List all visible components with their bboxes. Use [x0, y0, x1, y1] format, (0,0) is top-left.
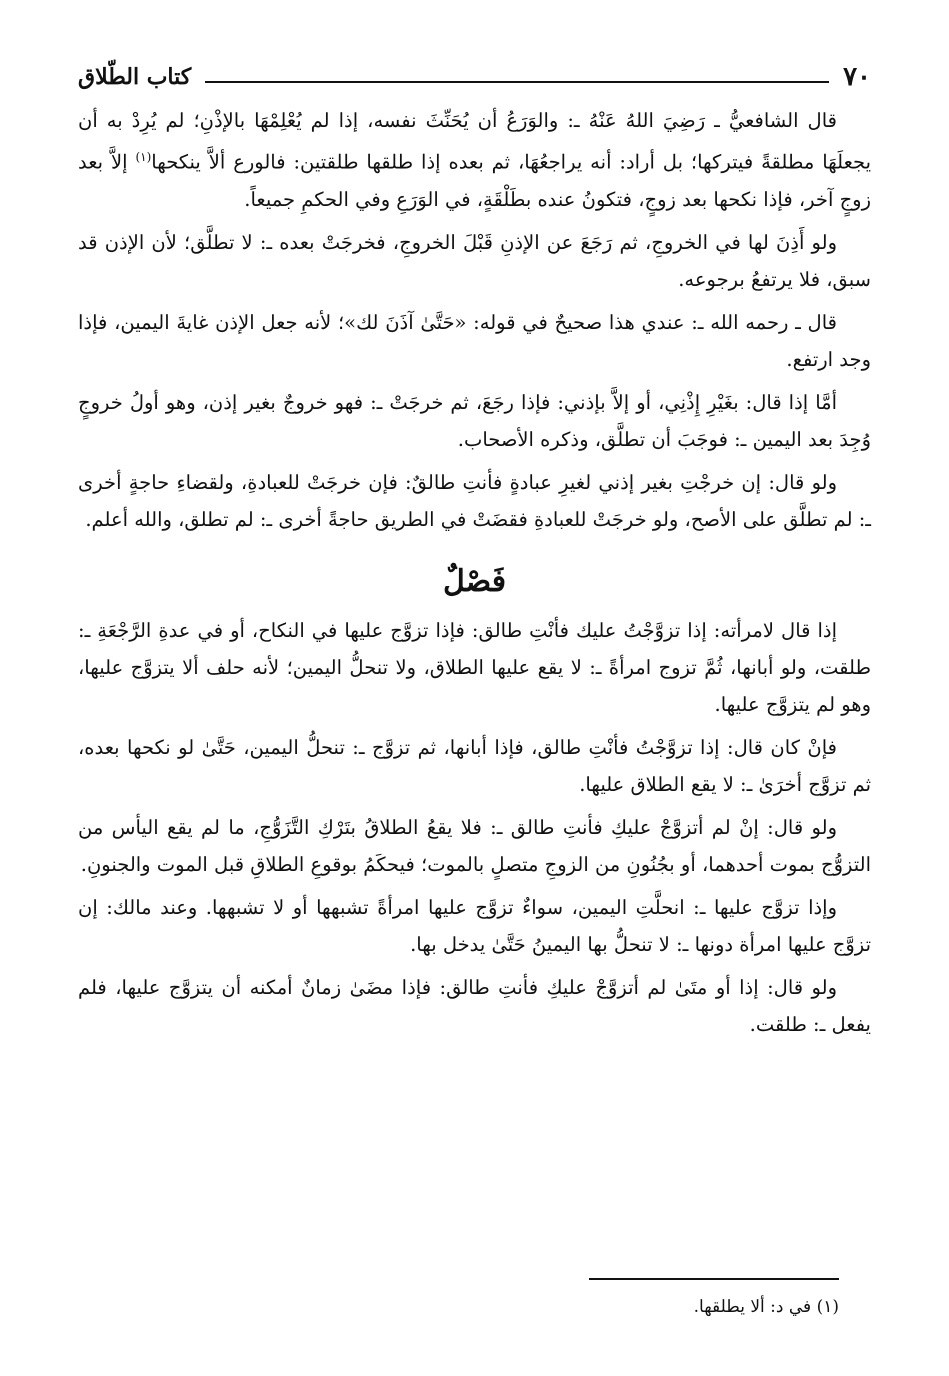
paragraph-9: وإذا تزوَّج عليها ـ: انحلَّتِ اليمين، سواءٌ تزوَّج عليها امرأةً تشبهها أو لا تشبهها. وعند مالك: إن تزوَّج عليها امرأة دونها ـ: لا تنحلُّ بها اليمينُ حَتَّىٰ يدخل بها.: [78, 895, 871, 956]
paragraph-3: قال ـ رحمه الله ـ: عندي هذا صحيحٌ في قوله: «حَتَّىٰ آذَنَ لك»؛ لأنه جعل الإذن غايةَ اليمين، فإذا وجد ارتفع.: [78, 310, 871, 371]
paragraph-6: إذا قال لامرأته: إذا تزوَّجْتُ عليك فأنْتِ طالق: فإذا تزوَّج عليها في النكاح، أو في عدةِ الرَّجْعَةِ ـ: طلقت، ولو أبانها، ثُمَّ تزوج امرأةً ـ: لا يقع عليها الطلاق، ولا تنحلُّ اليمين؛ لأنه حلف ألا يتزوَّج عليها، وهو لم يتزوَّج عليها.: [78, 618, 871, 716]
book-title: كتاب الطّلاق: [78, 64, 192, 90]
header-rule: [205, 81, 829, 83]
paragraph-1-head: قال الشافعيُّ ـ رَضِيَ اللهُ عَنْهُ ـ: والوَرَعُ أن يُحَنِّثَ نفسه، إذا لم يُعْلِمْهَا بالإذْنِ؛ لم يُرِدْ به أن يجعلَهَا مطلقةً فيتركها؛ بل أراد: أنه يراجعُهَا، ثم بعده إذا طلقها طلقتين: فالورع ألاَّ ينكحها: [78, 109, 871, 174]
footnote-rule: [589, 1278, 839, 1280]
paragraph-1-tail: إلاَّ بعد زوجٍ آخر، فإذا نكحها بعد زوجٍ، فتكونُ عنده بطَلْقَةٍ، في الوَرَعِ وفي الحكمِ جميعاً.: [78, 150, 871, 211]
paragraph-1: [78, 102, 871, 218]
section-heading: فَصْلٌ: [442, 563, 507, 599]
footnote: (١) في د: ألا يطلقها.: [693, 1297, 839, 1317]
page-header: [78, 58, 871, 92]
page-number: ٧٠: [843, 62, 871, 92]
page-body: [78, 102, 871, 1043]
paragraph-7: فإنْ كان قال: إذا تزوَّجْتُ فأنْتِ طالق، فإذا أبانها، ثم تزوَّج ـ: تنحلُّ اليمين، حَتَّىٰ لو نكحها بعده، ثم تزوَّج أخرَىٰ ـ: لا يقع الطلاق عليها.: [78, 735, 871, 796]
paragraph-4: أمَّا إذا قال: بغَيْرِ إِذْنِي، أو إلاَّ بإذني: فإذا رجَعَ، ثم خرجَتْ ـ: فهو خروجٌ بغير إذن، وهو أولُ خروجٍ وُجِدَ بعد اليمين ـ: فوجَبَ أن تطلَّق، وذكره الأصحاب.: [78, 390, 871, 451]
paragraph-8: ولو قال: إنْ لم أتزوَّجْ عليكِ فأنتِ طالق ـ: فلا يقعُ الطلاقُ بتَرْكِ التَّزَوُّجِ، ما لم يقع اليأس من التزوُّج بموت أحدهما، أو بجُنُونِ من الزوجِ متصلٍ بالموت؛ فيحكَمُ بوقوعِ الطلاقِ قبل الموت والجنونِ.: [78, 815, 871, 876]
paragraph-10: ولو قال: إذا أو متَىٰ لم أتزوَّجْ عليكِ فأنتِ طالق: فإذا مضَىٰ زمانٌ أمكنه أن يتزوَّج عليها، فلم يفعل ـ: طلقت.: [78, 975, 871, 1036]
footnote-marker: (١): [135, 150, 152, 164]
paragraph-2: ولو أَذِنَ لها في الخروجِ، ثم رَجَعَ عن الإذنِ قَبْلَ الخروجِ، فخرجَتْ بعده ـ: لا تطلَّق؛ لأن الإذن قد سبق، فلا يرتفعُ برجوعه.: [78, 230, 871, 291]
paragraph-5: ولو قال: إن خرجْتِ بغير إذني لغيرِ عبادةٍ فأنتِ طالقٌ: فإن خرجَتْ للعبادةِ، ولقضاءِ حاجةٍ أخرى ـ: لم تطلَّق على الأصح، ولو خرجَتْ للعبادةِ فقضَتْ في الطريق حاجةً أخرى ـ: لم تطلق، والله أعلم.: [78, 470, 871, 531]
